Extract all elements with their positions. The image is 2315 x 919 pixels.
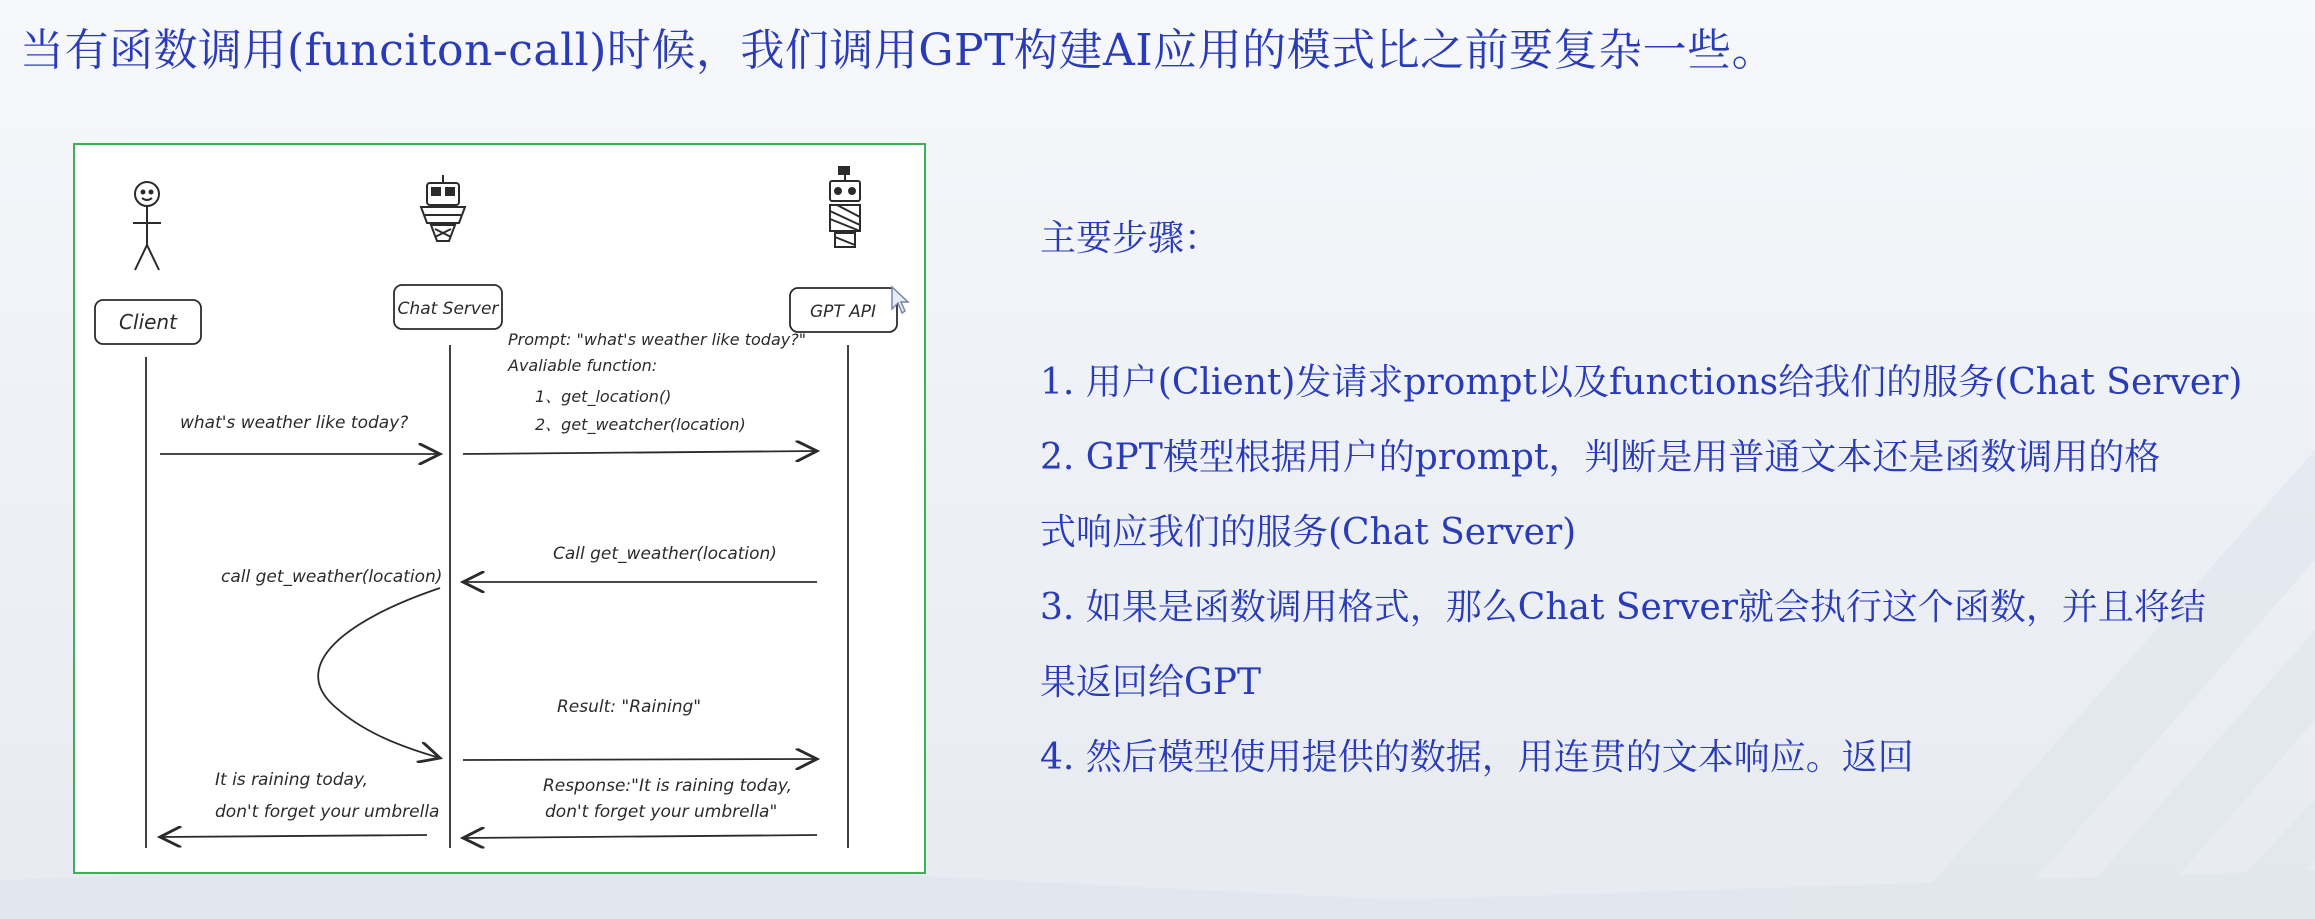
client-label: Client [119,310,177,334]
message-prompt-line2: Avaliable function: [508,356,658,375]
arrow-self-call [318,588,440,758]
steps-panel [1040,210,2310,795]
message-prompt-line4: 2、get_weatcher(location) [535,415,746,434]
arrow-response [463,835,817,838]
step-3-continued: 果返回给GPT [1040,662,1261,703]
message-request: what's weather like today? [180,413,409,433]
client-actor-box [95,300,201,344]
chat-server-label: Chat Server [397,299,499,319]
sequence-diagram [73,143,926,874]
message-response-line2: don't forget your umbrella" [545,802,778,822]
step-1: 1. 用户(Client)发请求prompt以及functions给我们的服务(Chat Server) [1040,362,2243,403]
arrow-result [463,759,817,760]
arrow-prompt [463,451,817,454]
message-final-line1: It is raining today, [215,770,369,790]
message-prompt-line3: 1、get_location() [535,387,672,406]
gpt-api-actor-box [790,288,897,332]
message-final-line2: don't forget your umbrella [215,802,440,822]
mouse-cursor-icon [890,285,910,315]
client-figure-icon [133,182,161,270]
message-call-function: Call get_weather(location) [553,544,777,564]
steps-heading: 主要步骤： [1040,218,1221,259]
chat-server-robot-icon [421,175,465,241]
message-response-line1: Response:"It is raining today, [543,776,793,796]
step-2: 2. GPT模型根据用户的prompt，判断是用普通文本还是函数调用的格 [1040,437,2161,478]
page-title: 当有函数调用(funciton-call)时候，我们调用GPT构建AI应用的模式比之前要复杂一些。 [20,25,1777,76]
message-result: Result: "Raining" [557,697,702,717]
step-4: 4. 然后模型使用提供的数据，用连贯的文本响应。返回 [1040,737,1914,778]
arrow-final-reply [160,835,427,837]
step-3: 3. 如果是函数调用格式，那么Chat Server就会执行这个函数，并且将结 [1040,587,2206,628]
step-2-continued: 式响应我们的服务(Chat Server) [1040,512,1577,553]
message-self-call: call get_weather(location) [221,567,443,587]
gpt-api-robot-icon [830,167,860,247]
chat-server-actor-box [394,285,502,329]
message-prompt-line1: Prompt: "what's weather like today?" [508,330,807,349]
gpt-api-label: GPT API [809,302,877,322]
